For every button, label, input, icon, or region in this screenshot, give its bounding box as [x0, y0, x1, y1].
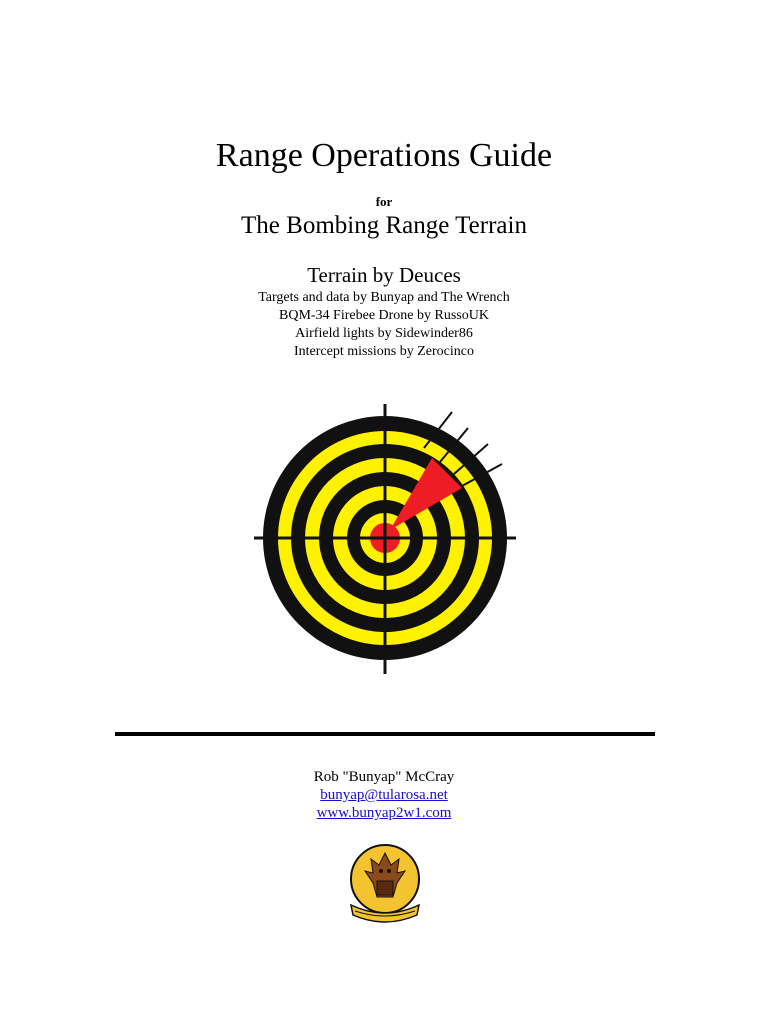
for-label: for [375, 194, 393, 209]
contact-block [0, 768, 768, 822]
horizontal-divider [115, 732, 655, 736]
credits-list [0, 289, 768, 361]
page-title: Range Operations Guide [215, 137, 553, 174]
credit-line-missions: Intercept missions by Zerocinco [293, 344, 474, 359]
credit-line-targets: Targets and data by Bunyap and The Wrench [258, 290, 510, 305]
bullseye-target-icon [250, 400, 520, 678]
page-subtitle: The Bombing Range Terrain [241, 212, 527, 239]
squadron-emblem-icon [343, 841, 427, 925]
author-name: Rob "Bunyap" McCray [313, 769, 455, 785]
terrain-credit: Terrain by Deuces [307, 263, 461, 287]
credit-line-drone: BQM-34 Firebee Drone by RussoUK [279, 308, 489, 323]
credit-line-lights: Airfield lights by Sidewinder86 [295, 326, 473, 341]
email-link[interactable]: bunyap@tularosa.net [320, 787, 448, 803]
website-link[interactable]: www.bunyap2w1.com [316, 805, 452, 821]
